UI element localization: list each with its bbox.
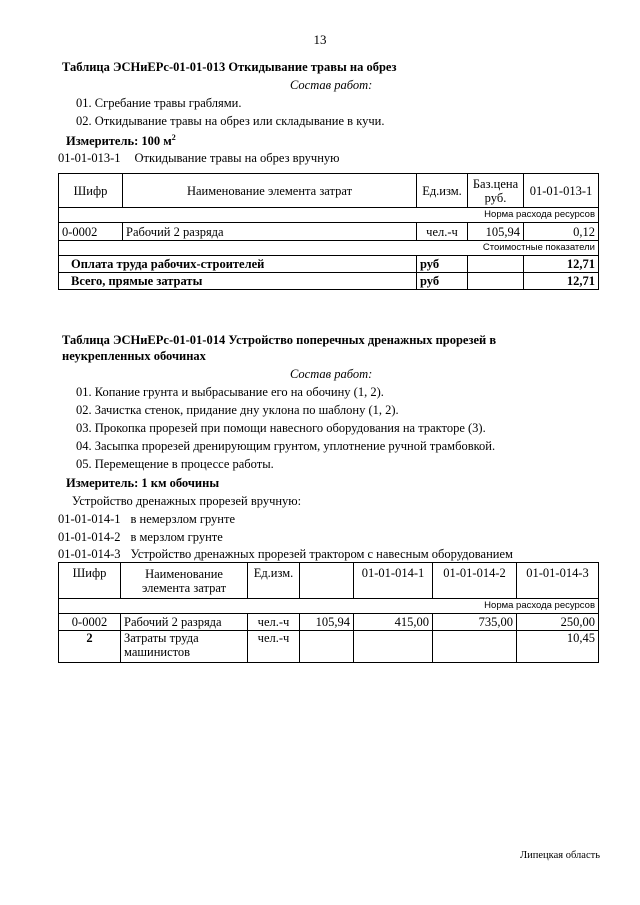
table2-row2-v1	[354, 631, 433, 663]
table2-work-1: 01. Копание грунта и выбрасывание его на обочину (1, 2).	[76, 385, 384, 399]
table2-item-2-name: в мерзлом грунте	[130, 530, 223, 544]
table2-row1-v3: 250,00	[517, 614, 599, 631]
table2-row2-name: Затраты труда машинистов	[121, 631, 248, 663]
table2-item-3-code: 01-01-014-3	[58, 547, 121, 561]
table1-section-norm-label: Норма расхода ресурсов	[59, 208, 599, 223]
table1-row-unit: чел.-ч	[417, 223, 468, 241]
table1-work-2: 02. Откидывание травы на обрез или складывание в кучи.	[76, 114, 385, 128]
table2-item-1	[58, 512, 235, 527]
table1-total-2-value: 12,71	[524, 273, 599, 290]
table2-measure: Измеритель: 1 км обочины	[66, 476, 220, 490]
table1	[58, 173, 599, 290]
table2-row2-v2	[433, 631, 517, 663]
footer-region: Липецкая область	[520, 850, 600, 861]
table1-header-unit: Ед.изм.	[417, 174, 468, 208]
table2-work-2: 02. Зачистка стенок, придание дну уклона по шаблону (1, 2).	[76, 403, 399, 417]
table2-row2-v3: 10,45	[517, 631, 599, 663]
table-row	[59, 273, 599, 290]
table1-row-code: 0-0002	[59, 223, 123, 241]
table2	[58, 562, 599, 663]
table1-work-1: 01. Сгребание травы граблями.	[76, 96, 242, 110]
table1-row-name: Рабочий 2 разряда	[123, 223, 417, 241]
table1-title: Таблица ЭСНиЕРс-01-01-013 Откидывание травы на обрез	[62, 60, 397, 74]
table2-header-col3: 01-01-014-3	[517, 563, 599, 599]
table1-composition-title: Состав работ:	[290, 78, 373, 92]
table1-header-price: Баз.цена руб.	[468, 174, 524, 208]
table-row	[59, 631, 599, 663]
table2-row2-unit: чел.-ч	[248, 631, 300, 663]
table1-section-cost-label: Стоимостные показатели	[59, 241, 599, 256]
table2-work-4: 04. Засыпка прорезей дренирующим грунтом, уплотнение ручной трамбовкой.	[76, 439, 496, 453]
table1-item-1	[58, 151, 339, 166]
table2-item-2	[58, 530, 223, 545]
table2-header-col1: 01-01-014-1	[354, 563, 433, 599]
table2-work-5: 05. Перемещение в процессе работы.	[76, 457, 274, 471]
table1-item-code: 01-01-013-1	[58, 151, 121, 165]
table1-header-row	[59, 174, 599, 208]
table2-work-3: 03. Прокопка прорезей при помощи навесного оборудования на тракторе (3).	[76, 421, 486, 435]
table2-subtitle: Устройство дренажных прорезей вручную:	[72, 494, 302, 508]
table1-total-2-unit: руб	[417, 273, 468, 290]
table1-header-col: 01-01-013-1	[524, 174, 599, 208]
table2-header-unit: Ед.изм.	[248, 563, 300, 599]
table2-header-name: Наименование элемента затрат	[121, 563, 248, 599]
table1-total-2-name: Всего, прямые затраты	[59, 273, 417, 290]
table1-item-name: Откидывание травы на обрез вручную	[134, 151, 340, 165]
table2-row1-v1: 415,00	[354, 614, 433, 631]
table2-composition-title: Состав работ:	[290, 367, 373, 381]
table2-row1-name: Рабочий 2 разряда	[121, 614, 248, 631]
table2-row1-unit: чел.-ч	[248, 614, 300, 631]
table1-total-1-name: Оплата труда рабочих-строителей	[59, 256, 417, 273]
table1-header-name: Наименование элемента затрат	[123, 174, 417, 208]
table2-header-row	[59, 563, 599, 599]
table1-section-norm	[59, 208, 599, 223]
table2-item-3	[58, 547, 513, 562]
table2-item-3-name: Устройство дренажных прорезей трактором с навесным оборудованием	[130, 547, 513, 561]
table2-row1-price: 105,94	[300, 614, 354, 631]
table2-row1-code: 0-0002	[59, 614, 121, 631]
table2-header-code: Шифр	[59, 563, 121, 599]
table2-section-norm-label: Норма расхода ресурсов	[59, 599, 599, 614]
table2-item-1-name: в немерзлом грунте	[130, 512, 236, 526]
table1-measure-sup: 2	[171, 133, 176, 142]
table2-header-price	[300, 563, 354, 599]
table-row	[59, 223, 599, 241]
table1-header-code: Шифр	[59, 174, 123, 208]
page-number: 13	[313, 32, 327, 47]
table2-section-norm	[59, 599, 599, 614]
table1-section-cost	[59, 241, 599, 256]
table2-row2-code: 2	[59, 631, 121, 663]
table2-row2-price	[300, 631, 354, 663]
table2-title-line1: Таблица ЭСНиЕРс-01-01-014 Устройство поперечных дренажных прорезей в	[62, 333, 497, 347]
table-row	[59, 256, 599, 273]
table2-row1-v2: 735,00	[433, 614, 517, 631]
table1-measure-label: Измеритель: 100 м	[66, 134, 172, 149]
table1-total-2-price	[468, 273, 524, 290]
table1-row-value: 0,12	[524, 223, 599, 241]
table1-total-1-value: 12,71	[524, 256, 599, 273]
table1-total-1-unit: руб	[417, 256, 468, 273]
table1-measure	[66, 133, 176, 149]
table2-item-2-code: 01-01-014-2	[58, 530, 121, 544]
table2-item-1-code: 01-01-014-1	[58, 512, 121, 526]
table-row	[59, 614, 599, 631]
table1-row-price: 105,94	[468, 223, 524, 241]
table2-title-line2: неукрепленных обочинах	[62, 349, 206, 363]
table2-header-col2: 01-01-014-2	[433, 563, 517, 599]
table1-total-1-price	[468, 256, 524, 273]
